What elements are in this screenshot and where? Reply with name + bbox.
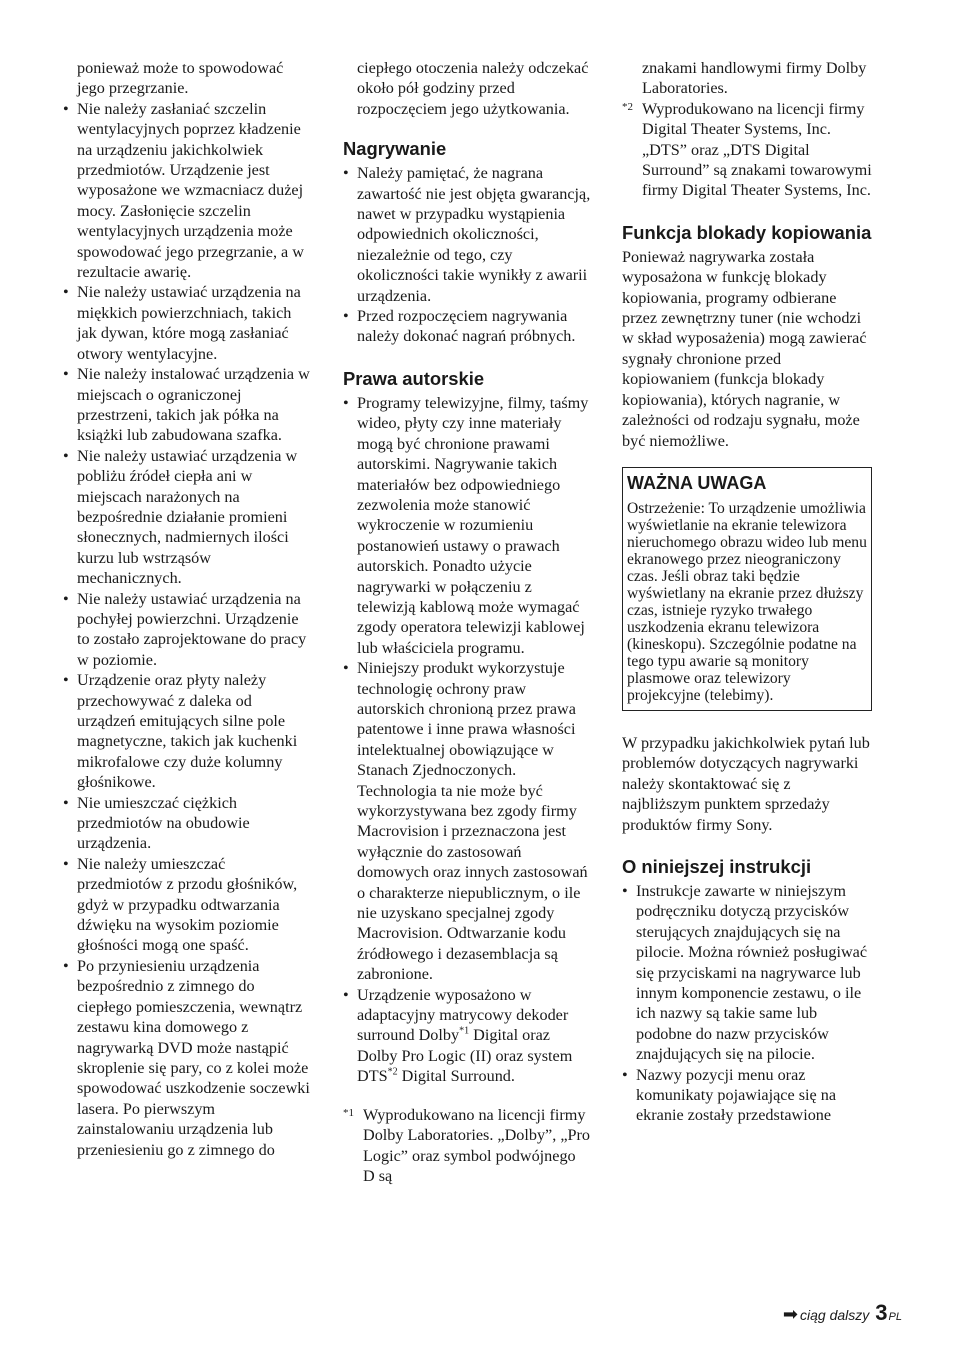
list-item: • Przed rozpoczęciem nagrywania należy dokonać nagrań próbnych.: [343, 306, 591, 347]
notice-title: WAŻNA UWAGA: [627, 472, 767, 493]
notice-text: Ostrzeżenie: To urządzenie umożliwia wyświetlanie na ekranie telewizora nieruchomego obrazu wideo lub menu ekranowego przez nieograniczony czas. Jeśli obraz taki będzie wyświetlany na ekranie przez dłuższy czas, istnieje ryzyko trwałego uszkodzenia ekranu telewizora (kineskopu). Szczególnie podatne na tego typu awarie są monitory plasmowe oraz telewizory projekcyjne (telebimy).: [627, 499, 867, 704]
footnote-1-continued: znakami handlowymi firmy Dolby Laboratories.: [642, 59, 867, 98]
section-heading-o-instrukcji: O niniejszej instrukcji: [622, 855, 812, 877]
page-number: 3: [875, 1300, 888, 1325]
column-3: [622, 58, 872, 1126]
footnote-text: Wyprodukowano na licencji firmy Dolby Laboratories. „Dolby”, „Pro Logic” oraz symbol podwójnego D są: [363, 1105, 591, 1185]
copy-protection-paragraph: Ponieważ nagrywarka została wyposażona w funkcję blokady kopiowania, programy odbierane przez zewnętrzny tuner (nie wchodzi w skład wyposażenia) mogą zawierać sygnały chronione przed kopiowaniem (funkcja blokady kopiowania), których nagranie, w zależności od rodzaju sygnału, może być niemożliwe.: [622, 247, 867, 450]
footnote-body: [642, 99, 872, 201]
recording-bullet-list: [343, 163, 591, 347]
list-item: • Nie należy instalować urządzenia w miejscach o ograniczonej przestrzeni, takich jak półka na książki lub zabudowana szafka.: [63, 364, 311, 446]
list-item: • Należy pamiętać, że nagrana zawartość nie jest objęta gwarancją, nawet w przypadku wystąpienia odpowiednich okoliczności, niezależnie od tego, czy okoliczności takie wynikły z awarii urządzenia.: [343, 163, 591, 306]
section-heading-prawa-autorskie: Prawa autorskie: [343, 367, 485, 389]
column-1: [63, 58, 311, 1160]
footnote-text: „DTS” oraz „DTS Digital Surround” są znakami towarowymi firmy Digital Theater Systems, Inc.: [642, 140, 872, 200]
text-segment: Digital Surround.: [397, 1067, 515, 1086]
text-segment: Urządzenie wyposażono w adaptacyjny matrycowy dekoder surround Dolby: [357, 985, 569, 1045]
list-item: • Nazwy pozycji menu oraz komunikaty pojawiające się na ekranie zostały przedstawione: [622, 1065, 872, 1126]
footnote-1: [343, 1105, 591, 1187]
section-heading-funkcja-blokady: Funkcja blokady kopiowania: [622, 221, 872, 243]
copyright-bullet-list: [343, 393, 591, 1087]
text-segment: Digital oraz Dolby Pro Logic (II) oraz system DTS: [357, 1026, 573, 1086]
footnote-text: Wyprodukowano na licencji firmy Digital Theater Systems, Inc.: [642, 99, 865, 139]
list-item: [343, 985, 591, 1087]
language-code: PL: [888, 1311, 902, 1323]
continued-paragraph: ciepłego otoczenia należy odczekać około pół godziny przed rozpoczęciem jego użytkowania.: [357, 59, 589, 118]
column-2: [343, 58, 591, 1186]
safety-bullet-list: [63, 99, 311, 1160]
list-item: • Nie należy ustawiać urządzenia na miękkich powierzchniach, takich jak dywan, które mogą zasłaniać otwory wentylacyjne.: [63, 282, 311, 364]
manual-bullet-list: [622, 881, 872, 1126]
footnote-mark: *2: [622, 100, 633, 113]
section-heading-nagrywanie: Nagrywanie: [343, 138, 447, 160]
important-notice-box: [622, 467, 872, 711]
list-item: • Nie należy ustawiać urządzenia na pochyłej powierzchni. Urządzenie to zostało zaprojektowane do pracy w poziomie.: [63, 589, 311, 671]
footnote-2: [622, 99, 872, 201]
list-item: • Nie należy umieszczać przedmiotów z przodu głośników, gdyż w przypadku odtwarzania dźwięku na wysokim poziomie głośności mogą one spaść.: [63, 854, 311, 956]
footnote-mark: *1: [343, 1106, 354, 1119]
list-item: • Instrukcje zawarte w niniejszym podręczniku dotyczą przycisków sterujących znajdujących się na pilocie. Można również posługiwać się przyciskami na nagrywarce lub innym komponencie zestawu, o ile ich nazwy są takie same lub podobne do nazw przycisków znajdujących się na pilocie.: [622, 881, 872, 1065]
list-item: • Nie umieszczać ciężkich przedmiotów na obudowie urządzenia.: [63, 793, 311, 854]
list-item: • Nie należy ustawiać urządzenia w pobliżu źródeł ciepła ani w miejscach narażonych na bezpośrednie działanie promieni słonecznych, nadmiernych ilości kurzu lub wstrząsów mechanicznych.: [63, 446, 311, 589]
list-item: • Po przyniesieniu urządzenia bezpośrednio z zimnego do ciepłego pomieszczenia, wewnątrz zestawu kina domowego z nagrywarką DVD może nastąpić skroplenie się pary, co z kolei może spowodować uszkodzenie soczewki lasera. Po pierwszym zainstalowaniu urządzenia lub przeniesieniu go z zimnego do: [63, 956, 311, 1160]
contact-paragraph: W przypadku jakichkolwiek pytań lub problemów dotyczących nagrywarki należy skontaktować się z najbliższym punktem sprzedaży produktów firmy Sony.: [622, 733, 870, 834]
footnote-ref-1: *1: [459, 1026, 470, 1038]
footnote-ref-2: *2: [387, 1066, 398, 1078]
arrow-right-icon: ➡: [782, 1304, 799, 1324]
continued-paragraph: ponieważ może to spowodować jego przegrzanie.: [77, 59, 284, 98]
list-item: • Urządzenie oraz płyty należy przechowywać z daleka od urządzeń emitujących silne pole magnetyczne, takich jak kuchenki mikrofalowe czy duże kolumny głośnikowe.: [63, 670, 311, 792]
list-item: • Nie należy zasłaniać szczelin wentylacyjnych poprzez kładzenie na urządzeniu jakichkolwiek przedmiotów. Urządzenie jest wyposażone we wzmacniacz dużej mocy. Zasłonięcie szczelin wentylacyjnych urządzenia może spowodować jego przegrzanie, a w rezultacie awarię.: [63, 99, 311, 283]
list-item: • Niniejszy produkt wykorzystuje technologię ochrony praw autorskich chronioną przez prawa patentowe i inne prawa własności intelektualnej obowiązujące w Stanach Zjednoczonych. Technologia ta nie może być wykorzystywana bez zgody firmy Macrovision i przeznaczona jest wyłącznie do zastosowań domowych oraz innych zastosowań o charakterze niepublicznym, o ile nie uzyskano specjalnej zgody Macrovision. Odtwarzanie kodu źródłowego i dezasemblacja są zabronione.: [343, 658, 591, 985]
list-item: • Programy telewizyjne, filmy, taśmy wideo, płyty czy inne materiały mogą być chronione prawami autorskimi. Nagrywanie takich materiałów bez odpowiedniego zezwolenia może stanowić wykroczenie w rozumieniu postanowień ustawy o prawach autorskich. Ponadto użycie nagrywarki w połączeniu z telewizją kablową może wymagać zgody operatora telewizji kablowej lub właściciela programu.: [343, 393, 591, 658]
continued-label: ciąg dalszy: [800, 1307, 870, 1323]
page-footer: [783, 1300, 902, 1326]
